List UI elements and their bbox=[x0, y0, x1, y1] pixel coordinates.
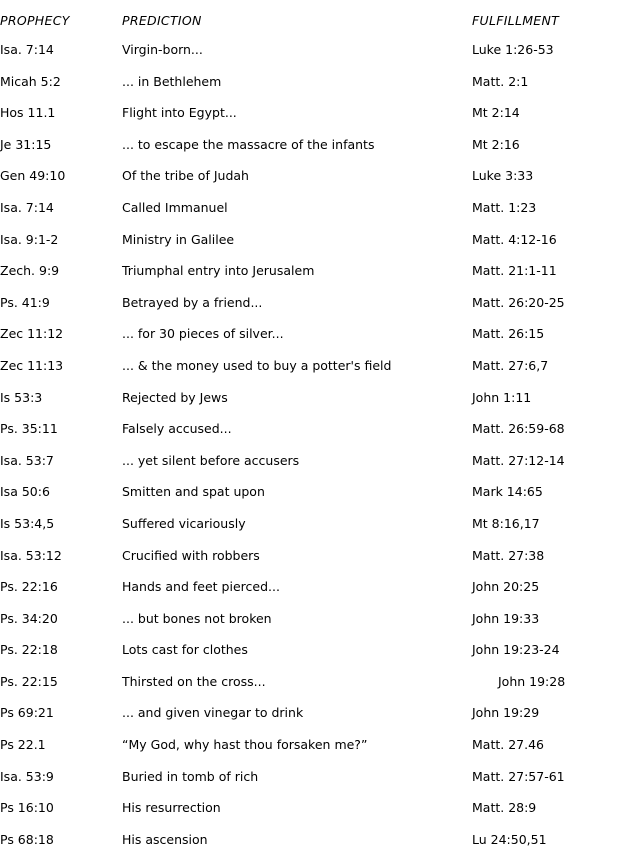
cell-fulfillment-reference: Mt 8:16,17 bbox=[472, 515, 540, 531]
table-row bbox=[0, 350, 620, 382]
table-row bbox=[0, 192, 620, 224]
cell-prediction-text: Falsely accused... bbox=[122, 421, 232, 437]
cell-prediction-text: ... for 30 pieces of silver... bbox=[122, 326, 284, 342]
table-row bbox=[0, 66, 620, 98]
cell-prediction-text: Rejected by Jews bbox=[122, 389, 228, 405]
prophecy-fulfillment-table bbox=[0, 8, 620, 855]
cell-prophecy-reference: Isa. 53:9 bbox=[0, 768, 54, 784]
cell-fulfillment-reference: Mt 2:14 bbox=[472, 105, 520, 121]
cell-fulfillment-reference: Luke 3:33 bbox=[472, 168, 534, 184]
cell-fulfillment-reference: Luke 1:26-53 bbox=[472, 42, 554, 57]
cell-prophecy-reference: Is 53:3 bbox=[0, 389, 43, 405]
table-row bbox=[0, 761, 620, 793]
cell-fulfillment-reference: Lu 24:50,51 bbox=[472, 831, 547, 847]
cell-prophecy-reference: Isa. 53:7 bbox=[0, 452, 54, 468]
table-row bbox=[0, 603, 620, 635]
cell-fulfillment-reference: Matt. 27:38 bbox=[472, 547, 545, 563]
cell-prediction-text: Triumphal entry into Jerusalem bbox=[122, 263, 315, 279]
cell-prediction-text: ... to escape the massacre of the infants bbox=[122, 136, 375, 152]
cell-prediction-text: ... & the money used to buy a potter's field bbox=[122, 357, 392, 373]
cell-fulfillment-reference: Matt. 27:57-61 bbox=[472, 768, 565, 784]
table-row bbox=[0, 382, 620, 414]
cell-prophecy-reference: Hos 11.1 bbox=[0, 105, 56, 121]
cell-prophecy-reference: Ps. 22:16 bbox=[0, 579, 58, 595]
cell-prediction-text: Virgin-born... bbox=[122, 42, 203, 57]
cell-prophecy-reference: Ps. 41:9 bbox=[0, 294, 50, 310]
cell-prediction-text: Buried in tomb of rich bbox=[122, 768, 259, 784]
table-row bbox=[0, 634, 620, 666]
cell-fulfillment-reference: Matt. 28:9 bbox=[472, 800, 537, 816]
cell-prediction-text: Called Immanuel bbox=[122, 199, 228, 215]
column-header-fulfillment: FULFILLMENT bbox=[472, 13, 560, 28]
cell-fulfillment-reference: John 20:25 bbox=[472, 579, 540, 595]
cell-fulfillment-reference: Matt. 1:23 bbox=[472, 199, 537, 215]
cell-prophecy-reference: Isa. 53:12 bbox=[0, 547, 62, 563]
table-row bbox=[0, 792, 620, 824]
table-row bbox=[0, 666, 620, 698]
table-row bbox=[0, 34, 620, 66]
table-body bbox=[0, 34, 620, 855]
cell-prophecy-reference: Micah 5:2 bbox=[0, 73, 61, 89]
cell-prophecy-reference: Is 53:4,5 bbox=[0, 515, 55, 531]
cell-prophecy-reference: Ps. 22:15 bbox=[0, 673, 58, 689]
cell-prediction-text: Of the tribe of Judah bbox=[122, 168, 249, 184]
cell-prediction-text: “My God, why hast thou forsaken me?” bbox=[122, 737, 368, 753]
column-header-prophecy: PROPHECY bbox=[0, 13, 70, 28]
table-row bbox=[0, 824, 620, 855]
cell-prediction-text: ... in Bethlehem bbox=[122, 73, 222, 89]
cell-fulfillment-reference: Matt. 4:12-16 bbox=[472, 231, 557, 247]
cell-prophecy-reference: Je 31:15 bbox=[0, 136, 52, 152]
cell-fulfillment-reference: Matt. 26:15 bbox=[472, 326, 545, 342]
cell-prediction-text: His resurrection bbox=[122, 800, 221, 816]
cell-prophecy-reference: Ps 69:21 bbox=[0, 705, 54, 721]
cell-prophecy-reference: Ps 22.1 bbox=[0, 737, 46, 753]
cell-fulfillment-reference: Mark 14:65 bbox=[472, 484, 543, 500]
cell-prediction-text: Smitten and spat upon bbox=[122, 484, 265, 500]
cell-fulfillment-reference: Matt. 21:1-11 bbox=[472, 263, 557, 279]
header-row bbox=[0, 8, 620, 34]
table-row bbox=[0, 540, 620, 572]
cell-prophecy-reference: Ps. 35:11 bbox=[0, 421, 58, 437]
cell-prediction-text: Lots cast for clothes bbox=[122, 642, 248, 658]
cell-fulfillment-reference: John 19:33 bbox=[472, 610, 540, 626]
cell-prophecy-reference: Isa 50:6 bbox=[0, 484, 50, 500]
cell-fulfillment-reference: John 19:29 bbox=[472, 705, 540, 721]
cell-prophecy-reference: Zec 11:13 bbox=[0, 357, 64, 373]
cell-fulfillment-reference: John 1:11 bbox=[472, 389, 532, 405]
cell-fulfillment-reference: Matt. 26:59-68 bbox=[472, 421, 565, 437]
cell-prediction-text: ... and given vinegar to drink bbox=[122, 705, 304, 721]
cell-fulfillment-reference: John 19:23-24 bbox=[472, 642, 560, 658]
cell-prediction-text: ... yet silent before accusers bbox=[122, 452, 300, 468]
table-row bbox=[0, 508, 620, 540]
cell-prophecy-reference: Zech. 9:9 bbox=[0, 263, 60, 279]
table-row bbox=[0, 224, 620, 256]
cell-fulfillment-reference: Matt. 27.46 bbox=[472, 737, 544, 753]
cell-prediction-text: Ministry in Galilee bbox=[122, 231, 235, 247]
cell-prediction-text: His ascension bbox=[122, 831, 208, 847]
cell-prophecy-reference: Ps. 34:20 bbox=[0, 610, 58, 626]
cell-fulfillment-reference: Matt. 27:6,7 bbox=[472, 357, 549, 373]
cell-prediction-text: Crucified with robbers bbox=[122, 547, 260, 563]
cell-prophecy-reference: Ps 16:10 bbox=[0, 800, 54, 816]
table-row bbox=[0, 571, 620, 603]
column-header-prediction: PREDICTION bbox=[122, 13, 202, 28]
cell-prediction-text: Hands and feet pierced... bbox=[122, 579, 280, 595]
cell-fulfillment-reference: Matt. 26:20-25 bbox=[472, 294, 565, 310]
cell-prophecy-reference: Ps 68:18 bbox=[0, 831, 54, 847]
cell-prediction-text: Flight into Egypt... bbox=[122, 105, 237, 121]
cell-prophecy-reference: Isa. 7:14 bbox=[0, 199, 54, 215]
table-row bbox=[0, 318, 620, 350]
cell-prophecy-reference: Gen 49:10 bbox=[0, 168, 66, 184]
cell-fulfillment-reference: Mt 2:16 bbox=[472, 136, 520, 152]
table-header bbox=[0, 8, 620, 34]
cell-prediction-text: Suffered vicariously bbox=[122, 515, 246, 531]
cell-prediction-text: ... but bones not broken bbox=[122, 610, 272, 626]
cell-prophecy-reference: Zec 11:12 bbox=[0, 326, 64, 342]
cell-fulfillment-reference: John 19:28 bbox=[498, 673, 566, 689]
table-row bbox=[0, 476, 620, 508]
table-row bbox=[0, 697, 620, 729]
table-row bbox=[0, 729, 620, 761]
table-row bbox=[0, 97, 620, 129]
table-row bbox=[0, 255, 620, 287]
cell-prophecy-reference: Ps. 22:18 bbox=[0, 642, 58, 658]
cell-prophecy-reference: Isa. 7:14 bbox=[0, 42, 54, 57]
cell-prediction-text: Betrayed by a friend... bbox=[122, 294, 263, 310]
table-row bbox=[0, 160, 620, 192]
table-row bbox=[0, 413, 620, 445]
cell-fulfillment-reference: Matt. 27:12-14 bbox=[472, 452, 565, 468]
table-row bbox=[0, 445, 620, 477]
table-row bbox=[0, 129, 620, 161]
cell-prediction-text: Thirsted on the cross... bbox=[122, 673, 266, 689]
cell-fulfillment-reference: Matt. 2:1 bbox=[472, 73, 529, 89]
table-row bbox=[0, 287, 620, 319]
cell-prophecy-reference: Isa. 9:1-2 bbox=[0, 231, 59, 247]
